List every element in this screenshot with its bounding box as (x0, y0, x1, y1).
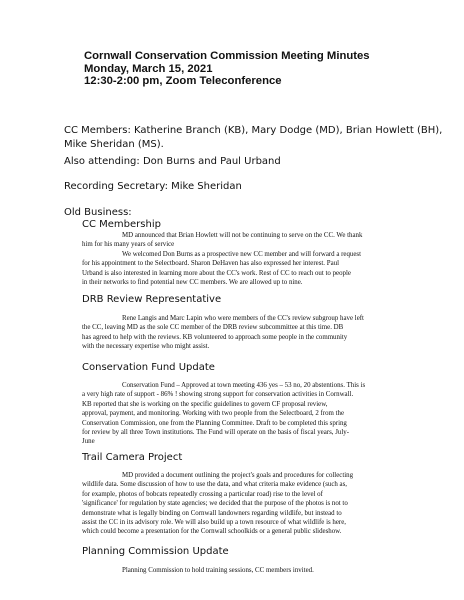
paragraph-line: assist the CC in its advisory role. We will also build up a town resource of what wildlife is here, (82, 519, 346, 527)
section-heading-drb-review: DRB Review Representative (82, 294, 222, 305)
paragraph-line: Planning Commission to hold training sessions, CC members invited. (122, 567, 314, 574)
document-header (84, 50, 444, 88)
meeting-date: Monday, March 15, 2021 (84, 62, 213, 75)
section-heading-planning-commission: Planning Commission Update (82, 546, 229, 557)
recording-secretary: Recording Secretary: Mike Sheridan (64, 181, 242, 192)
cc-members-line-1: CC Members: Katherine Branch (KB), Mary Dodge (MD), Brian Howlett (BH), (64, 125, 443, 136)
paragraph-line: Rene Langis and Marc Lapin who were members of the CC's review subgroup have left (122, 315, 364, 322)
paragraph-line: approval, payment, and monitoring. Working with two people from the Selectboard, 2 from the (82, 410, 345, 418)
section-heading-trail-camera: Trail Camera Project (82, 452, 183, 463)
document-title: Cornwall Conservation Commission Meeting Minutes (84, 50, 370, 62)
paragraph-line: MD provided a document outlining the project's goals and procedures for collecting (122, 472, 354, 479)
planning-commission-paragraph (82, 566, 440, 575)
paragraph-line: with the necessary expertise who might assist. (82, 343, 210, 351)
paragraph-line: 'significance' for regulation by state agencies; we decided that the purpose of the photos is not to (82, 500, 348, 508)
section-heading-cc-membership: CC Membership (82, 219, 161, 230)
paragraph-line: Conservation Commission, one from the Planning Committee. Draft to be completed this spring (82, 419, 347, 427)
paragraph-line: a very high rate of support - 86% ! showing strong support for conservation activities in Cornwall. (82, 391, 354, 399)
trail-camera-paragraph (82, 471, 440, 537)
paragraph-line: Conservation Fund – Approved at town meeting 436 yes – 53 no, 20 abstentions. This is (122, 382, 366, 389)
paragraph-line: has agreed to help with the reviews. KB volunteered to approach some people in the community (82, 333, 348, 341)
paragraph-line: the CC, leaving MD as the sole CC member of the DRB review subcommittee at this time. DB (82, 324, 344, 332)
cc-membership-paragraph-1 (82, 231, 440, 250)
paragraph-line: MD announced that Brian Howlett will not be continuing to serve on the CC. We thank (122, 232, 363, 239)
paragraph-line: for example, photos of bobcats repeatedly crossing a particular road) rise to the level of (82, 490, 323, 498)
meeting-time-location: 12:30-2:00 pm, Zoom Teleconference (84, 75, 282, 87)
paragraph-line: wildlife data. Some discussion of how to use the data, and what criteria make evidence (such as, (82, 481, 348, 489)
paragraph-line: for review by all three Town institutions. The Fund will operate on the basis of fiscal years, July- (82, 429, 349, 437)
conservation-fund-paragraph (82, 381, 440, 447)
drb-review-paragraph (82, 314, 440, 352)
paragraph-line: in their networks to find potential new CC members. We are allowed up to nine. (82, 279, 303, 287)
paragraph-line: We welcomed Don Burns as a prospective new CC member and will forward a request (122, 251, 362, 258)
section-heading-conservation-fund: Conservation Fund Update (82, 362, 215, 373)
paragraph-line: Urband is also interested in learning more about the CC's work. Rest of CC to reach out to people (82, 269, 351, 277)
paragraph-line: which could become a presentation for the Cornwall schoolkids or a general public slideshow. (82, 528, 342, 536)
paragraph-line: June (82, 438, 95, 446)
also-attending: Also attending: Don Burns and Paul Urband (64, 156, 281, 167)
cc-members (64, 124, 444, 151)
paragraph-line: for his appointment to the Selectboard. Sharon DeHaven has also expressed her interest. Paul (82, 260, 339, 268)
paragraph-line: demonstrate what is legally binding on Cornwall landowners regarding wildlife, but instead to (82, 509, 342, 517)
cc-membership-paragraph-2 (82, 250, 440, 288)
cc-members-line-2: Mike Sheridan (MS). (64, 138, 164, 150)
old-business-heading: Old Business: (64, 207, 132, 218)
paragraph-line: KB reported that she is working on the specific guidelines to govern CF proposal review, (82, 400, 328, 408)
paragraph-line: him for his many years of service (82, 241, 175, 249)
